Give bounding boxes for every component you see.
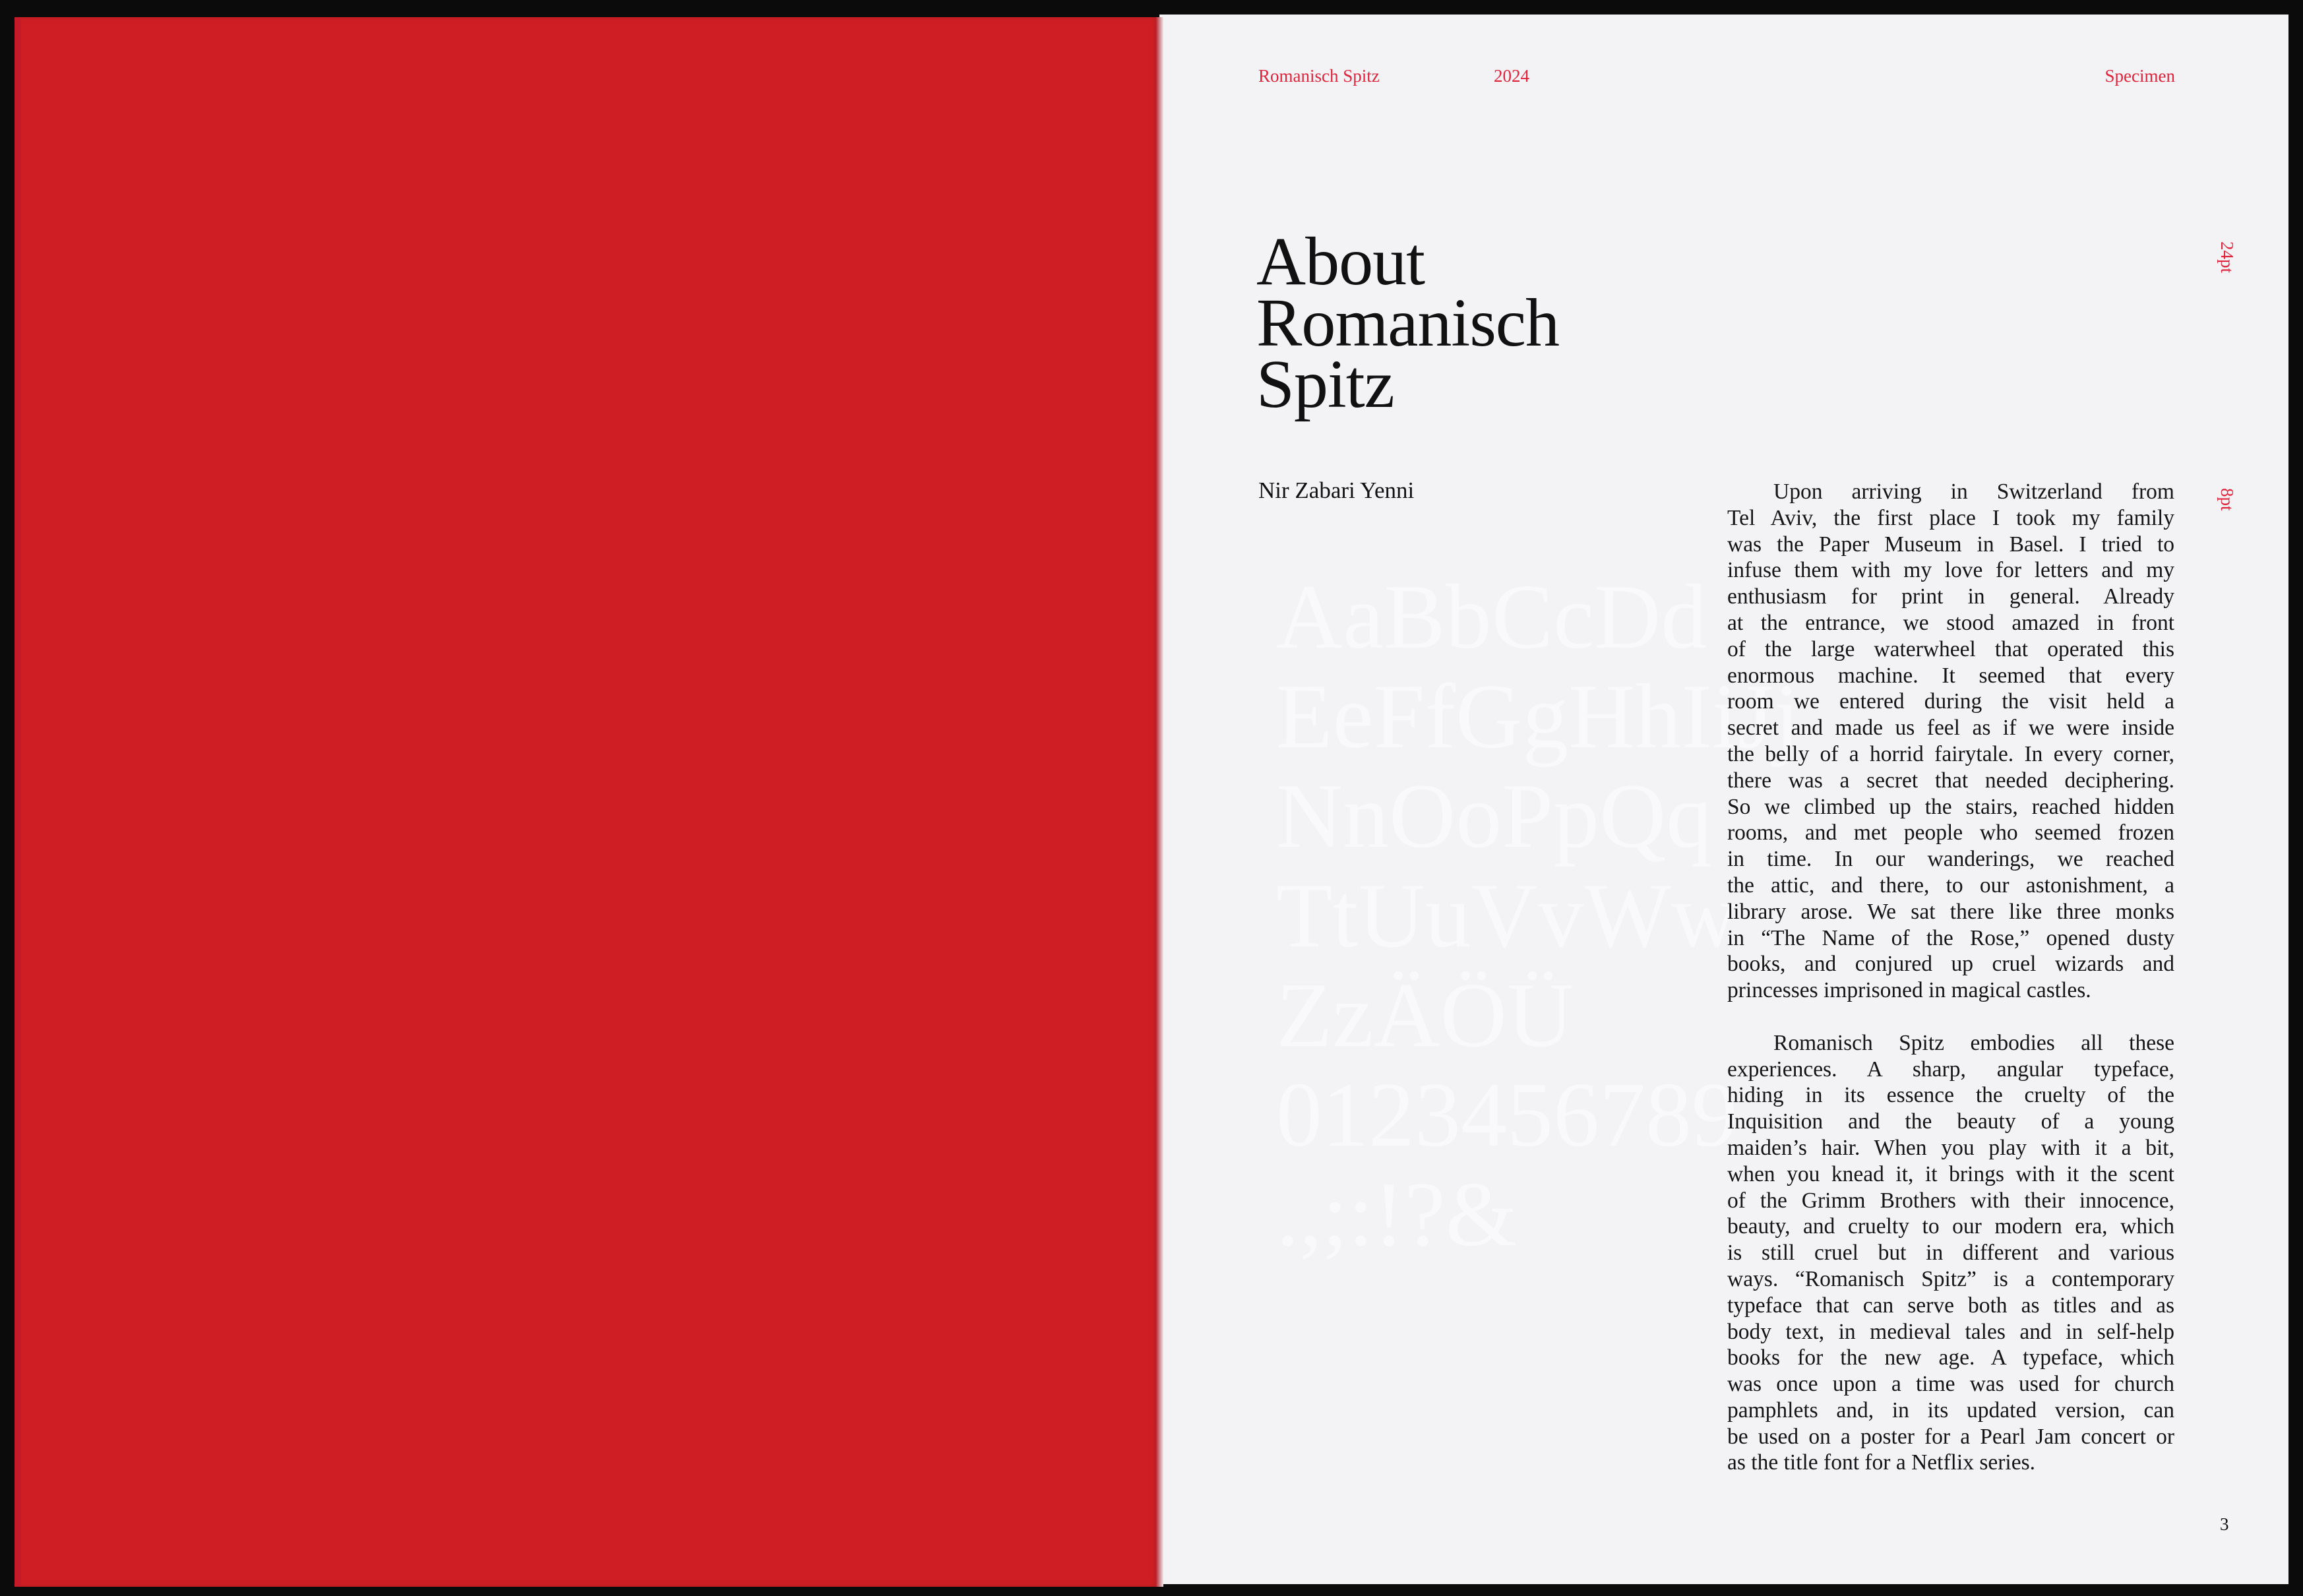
page-title: [1256, 224, 1559, 422]
book-spine: [1155, 17, 1163, 1587]
body-line: room we entered during the visit held a: [1727, 689, 2174, 714]
body-line: in “The Name of the Rose,” opened dusty: [1727, 925, 2174, 950]
body-line: there was a secret that needed deciphering.: [1727, 768, 2174, 793]
body-line: typeface that can serve both as titles and as: [1727, 1293, 2174, 1318]
ghost-line: AaBbCcDd: [1276, 566, 1707, 668]
body-line: was once upon a time was used for church: [1727, 1372, 2174, 1397]
body-line: ways. “Romanisch Spitz” is a contemporary: [1727, 1266, 2174, 1291]
body-line: enormous machine. It seemed that every: [1727, 663, 2174, 688]
body-line: library arose. We sat there like three monks: [1727, 899, 2174, 924]
body-line: of the Grimm Brothers with their innocence,: [1727, 1188, 2174, 1213]
ghost-line: .,;:!?&: [1276, 1163, 1518, 1266]
body-line: Romanisch Spitz embodies all these: [1773, 1030, 2174, 1055]
body-line: maiden’s hair. When you play with it a bit,: [1727, 1135, 2174, 1160]
page-number: 3: [2220, 1514, 2229, 1534]
body-line: Upon arriving in Switzerland from: [1773, 479, 2174, 504]
title-line: About: [1256, 224, 1425, 299]
body-line: be used on a poster for a Pearl Jam concert or: [1727, 1424, 2174, 1449]
ghost-line: 0123456789: [1276, 1064, 1738, 1166]
body-line: secret and made us feel as if we were inside: [1727, 716, 2174, 741]
body-line: body text, in medieval tales and in self-help: [1727, 1319, 2174, 1344]
body-line: books for the new age. A typeface, which: [1727, 1345, 2174, 1370]
body-line: beauty, and cruelty to our modern era, which: [1727, 1214, 2174, 1239]
body-line: pamphlets and, in its updated version, can: [1727, 1397, 2174, 1423]
author-name: Nir Zabari Yenni: [1258, 477, 1415, 503]
body-line: books, and conjured up cruel wizards and: [1727, 952, 2174, 977]
body-line: hiding in its essence the cruelty of the: [1727, 1083, 2174, 1108]
body-line: when you knead it, it brings with it the scent: [1727, 1161, 2174, 1186]
body-line: Tel Aviv, the first place I took my family: [1727, 505, 2174, 530]
body-line: the attic, and there, to our astonishment, a: [1727, 873, 2174, 898]
ghost-line: EeFfGgHhIiJj: [1276, 665, 1800, 768]
header-font-name: Romanisch Spitz: [1258, 66, 1380, 86]
body-line: was the Paper Museum in Basel. I tried to: [1727, 532, 2174, 557]
ghost-line: TtUuVvWw: [1276, 865, 1738, 967]
body-line: enthusiasm for print in general. Already: [1727, 584, 2174, 609]
ghost-line: ZzÄÖÜ: [1276, 964, 1574, 1066]
body-line: in time. In our wanderings, we reached: [1727, 847, 2174, 872]
body-line: princesses imprisoned in magical castles.: [1727, 978, 2091, 1003]
body-paragraph: [1727, 1030, 2174, 1477]
ghost-line: NnOoPpQq: [1276, 765, 1713, 867]
body-paragraph: [1727, 479, 2174, 1004]
title-line: Romanisch: [1256, 285, 1559, 361]
header-year: 2024: [1494, 66, 1529, 86]
body-line: experiences. A sharp, angular typeface,: [1727, 1057, 2174, 1082]
page-edge: [15, 17, 21, 1587]
body-line: So we climbed up the stairs, reached hidden: [1727, 794, 2174, 819]
body-line: is still cruel but in different and various: [1727, 1241, 2174, 1266]
title-size-label: 24pt: [2217, 241, 2237, 274]
header-specimen: Specimen: [2104, 66, 2175, 86]
body-line: rooms, and met people who seemed frozen: [1727, 820, 2174, 845]
title-line: Spitz: [1256, 346, 1394, 422]
red-cover-page: [15, 17, 1159, 1587]
body-line: at the entrance, we stood amazed in front: [1727, 610, 2174, 635]
body-line: the belly of a horrid fairytale. In every corner,: [1727, 741, 2174, 766]
ghost-specimen: [1276, 567, 1799, 1264]
body-line: as the title font for a Netflix series.: [1727, 1450, 2035, 1475]
body-text: [1727, 479, 2174, 1502]
body-size-label: 8pt: [2217, 488, 2237, 511]
body-line: of the large waterwheel that operated this: [1727, 636, 2174, 661]
body-line: infuse them with my love for letters and my: [1727, 558, 2174, 583]
body-line: Inquisition and the beauty of a young: [1727, 1109, 2174, 1134]
